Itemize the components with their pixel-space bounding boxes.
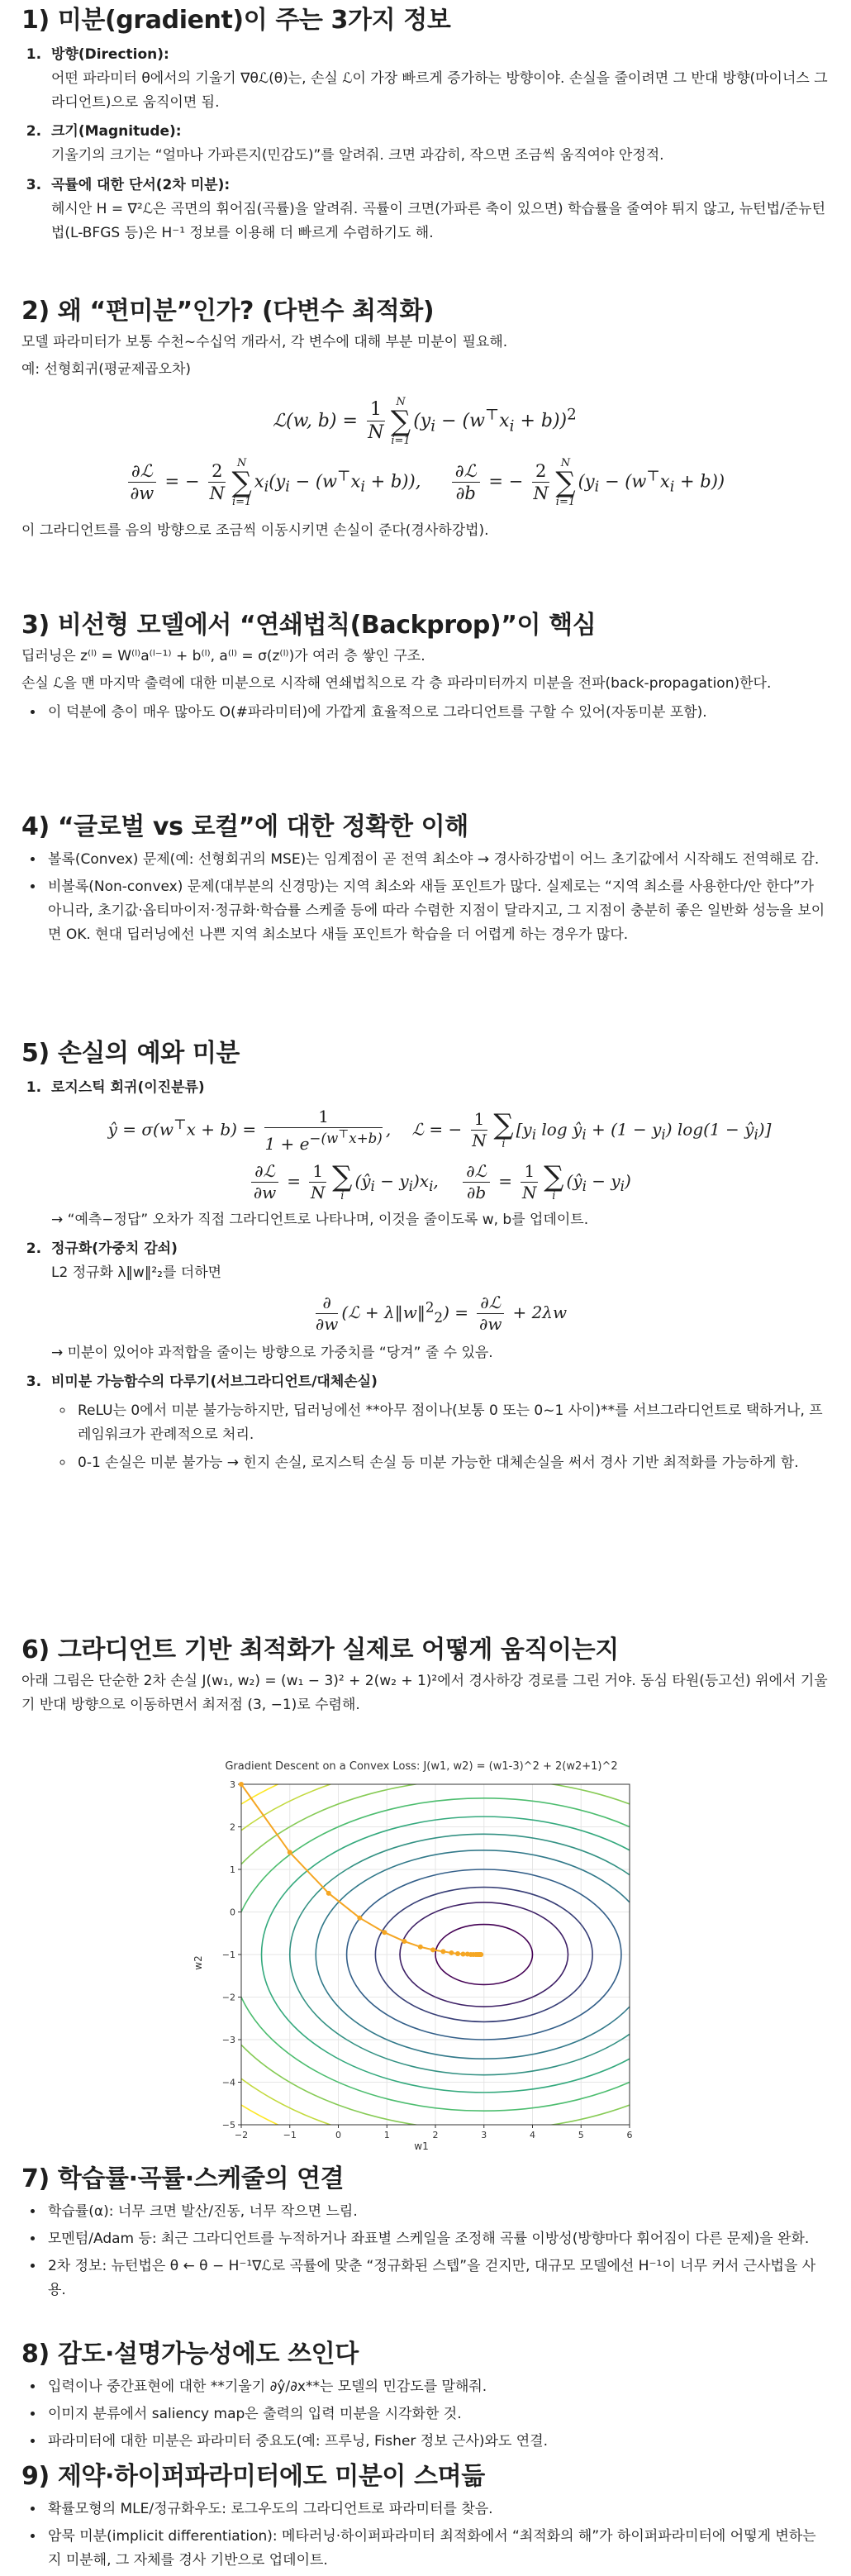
item-heading: 3. 곡률에 대한 단서(2차 미분): <box>51 176 231 193</box>
list-item: • 파라미터에 대한 미분은 파라미터 중요도(예: 프루닝, Fisher 정보 근사)와도 연결. <box>45 2430 828 2454</box>
list-item <box>46 1237 828 1365</box>
chart-title: Gradient Descent on a Convex Loss: J(w1, w2) = (w1-3)^2 + 2(w2+1)^2 <box>225 1760 618 1773</box>
section-5 <box>21 1038 828 1480</box>
descent-path-point <box>326 1891 331 1896</box>
x-tick-label: 2 <box>432 2130 439 2140</box>
section-2 <box>21 296 828 543</box>
section-3-title: 3) 비선형 모델에서 “연쇄법칙(Backprop)”이 핵심 <box>21 611 597 640</box>
list-item <box>46 43 828 116</box>
x-tick-label: 4 <box>530 2130 535 2140</box>
list-item: • 암묵 미분(implicit differentiation): 메타러닝·하이퍼파라미터 최적화에서 “최적화의 해”가 하이퍼파라미터에 어떻게 변하는지 미분해, 그 자체를 경사 기반으로 업데이트. <box>45 2525 828 2573</box>
section-8 <box>21 2339 828 2457</box>
y-tick-label: 0 <box>230 1907 235 1918</box>
x-tick-label: 5 <box>578 2130 584 2140</box>
list-item <box>46 174 828 246</box>
section-3-text-2: 손실 ℒ을 맨 마지막 출력에 대한 미분으로 시작해 연쇄법칙으로 각 층 파라미터까지 미분을 전파(back-propagation)한다. <box>21 674 772 692</box>
item-text: → 미분이 있어야 과적합을 줄이는 방향으로 가중치를 “당겨” 줄 수 있음. <box>51 1344 493 1361</box>
list-item: ◦ 0-1 손실은 미분 불가능 → 힌지 손실, 로지스틱 손실 등 미분 가능한 대체손실을 써서 경사 기반 최적화를 가능하게 함. <box>74 1451 828 1475</box>
section-6-text: 아래 그림은 단순한 2차 손실 J(w₁, w₂) = (w₁ − 3)² + 2(w₂ + 1)²에서 경사하강 경로를 그린 거야. 동심 타원(등고선) 위에서 기울기 반대 방향으로 이동하면서 최저점 (3, −1)로 수렴해. <box>21 1672 828 1713</box>
section-6 <box>21 1635 828 1717</box>
section-5-title: 5) 손실의 예와 미분 <box>21 1039 240 1068</box>
x-tick-label: 0 <box>335 2130 341 2140</box>
x-axis-label: w1 <box>414 2140 429 2152</box>
section-4-title: 4) “글로벌 vs 로컬”에 대한 정확한 이해 <box>21 812 468 841</box>
item-text: 어떤 파라미터 θ에서의 기울기 ∇θℒ(θ)는, 손실 ℒ이 가장 빠르게 증가하는 방향이야. 손실을 줄이려면 그 반대 방향(마이너스 그라디언트)으로 움직이면 됨. <box>51 69 828 111</box>
section-5-list <box>21 1076 828 1475</box>
section-1-list <box>21 43 828 246</box>
descent-path-point <box>239 1782 244 1787</box>
section-7 <box>21 2164 828 2306</box>
list-item: • 2차 정보: 뉴턴법은 θ ← θ − H⁻¹∇ℒ로 곡률에 맞춘 “정규화된 스텝”을 걷지만, 대규모 모델에선 H⁻¹이 너무 커서 근사법을 사용. <box>45 2255 828 2302</box>
logistic-loss-equation: ŷ = σ(w⊤x + b) = $\frac{1}{1 + e^{-(w^⊤x+b)}}$ , ℒ = − $\frac{1}{N}$ ∑ i [$y_i$ $\log ŷ_i + (1 - y_i) \log(1$ − $ŷ_i$)] <box>107 1106 772 1154</box>
x-tick-label: −2 <box>234 2130 249 2140</box>
list-item <box>46 1370 828 1475</box>
list-item: • 확률모형의 MLE/정규화우도: 로그우도의 그라디언트로 파라미터를 찾음. <box>45 2497 828 2521</box>
section-4 <box>21 812 828 950</box>
descent-path-point <box>449 1950 454 1955</box>
section-1-title: 1) 미분(gradient)이 주는 3가지 정보 <box>21 6 451 35</box>
section-8-title: 8) 감도·설명가능성에도 쓰인다 <box>21 2340 359 2369</box>
section-7-title: 7) 학습률·곡률·스케줄의 연결 <box>21 2164 345 2193</box>
item-heading: 3. 비미분 가능함수의 다루기(서브그라디언트/대체손실) <box>51 1373 378 1390</box>
logistic-gradient-equation: $\frac{\text{∂ℒ}}{\partial w}$ = $\frac{1}{N}$ ∑ i $(ŷ_i - y_i)x_i$, $\frac{\text{∂ℒ}}{\partial b}$ = $\frac{1}{N}$ ∑ i $(ŷ_i - y_i)$ <box>51 1161 828 1203</box>
section-3 <box>21 610 828 728</box>
l2-regularization-equation: $\frac{\partial}{\partial w}$ (ℒ + λ‖w‖$^2_2$) = $\frac{\text{∂ℒ}}{\partial w}$ + 2λw <box>315 1292 568 1334</box>
section-4-list <box>21 848 828 948</box>
list-item <box>46 120 828 168</box>
y-axis-label: w2 <box>193 1955 204 1970</box>
y-tick-label: −4 <box>221 2077 235 2088</box>
x-tick-label: 6 <box>626 2130 633 2140</box>
list-item: • 학습률(α): 너무 크면 발산/진동, 너무 작으면 느림. <box>45 2200 828 2224</box>
y-tick-label: 1 <box>230 1864 235 1875</box>
section-2-title: 2) 왜 “편미분”인가? (다변수 최적화) <box>21 297 435 326</box>
list-item: ◦ ReLU는 0에서 미분 불가능하지만, 딥러닝에선 **아무 점이나(보통 0 또는 0~1 사이)**를 서브그라디언트로 택하거나, 프레임워크가 관례적으로 처리. <box>74 1399 828 1447</box>
item-text: → “예측−정답” 오차가 직접 그라디언트로 나타나며, 이것을 줄이도록 w, b를 업데이트. <box>51 1211 589 1228</box>
section-2-text: 모델 파라미터가 보통 수천~수십억 개라서, 각 변수에 대해 부분 미분이 필요해. <box>21 333 508 350</box>
y-tick-label: 2 <box>230 1821 235 1833</box>
section-8-list <box>21 2375 828 2455</box>
subgradient-list <box>51 1399 828 1475</box>
list-item: • 볼록(Convex) 문제(예: 선형회귀의 MSE)는 임계점이 곧 전역 최소야 → 경사하강법이 어느 초기값에서 시작해도 전역해로 감. <box>45 848 828 872</box>
mse-loss-equation: ℒ(w, b) = $\frac{1}{N}$ N ∑ i=1 $(y_i - (w^⊤x_i + b))^2$ <box>273 395 577 447</box>
y-tick-label: 3 <box>230 1779 235 1790</box>
section-6-title: 6) 그라디언트 기반 최적화가 실제로 어떻게 움직이는지 <box>21 1636 619 1664</box>
mse-gradient-equation: $\frac{\text{∂ℒ}}{\partial w}$ = − $\frac{2}{N}$ N ∑ i=1 $x_i(y_i - (w^⊤x_i + b))$, $\frac{\text{∂ℒ}}{\partial b}$ = − $\frac{2}{N}$ N ∑ i=1 $(y_i - (w^⊤x_i + b))$ <box>21 458 828 507</box>
list-item: • 입력이나 중간표현에 대한 **기울기 ∂ŷ/∂x**는 모델의 민감도를 말해줘. <box>45 2375 828 2399</box>
item-text: 헤시안 H = ∇²ℒ은 곡면의 휘어짐(곡률)을 알려줘. 곡률이 크면(가파른 축이 있으면) 학습률을 줄여야 튀지 않고, 뉴턴법/준뉴턴법(L-BFGS 등)은 H⁻¹ 정보를 이용해 더 빠르게 수렴하기도 해. <box>51 200 825 242</box>
section-3-list <box>21 701 828 725</box>
descent-path-point <box>478 1952 483 1957</box>
y-tick-label: −2 <box>221 1992 235 2003</box>
descent-path-point <box>402 1939 406 1944</box>
descent-path-point <box>440 1949 445 1954</box>
descent-path-point <box>288 1850 292 1855</box>
section-9 <box>21 2461 828 2576</box>
gradient-descent-chart <box>190 1756 653 2153</box>
list-item: • 모멘텀/Adam 등: 최근 그라디언트를 누적하거나 좌표별 스케일을 조정해 곡률 이방성(방향마다 휘어짐이 다른 문제)을 완화. <box>45 2227 828 2251</box>
chart-svg <box>190 1756 653 2153</box>
descent-path-point <box>460 1951 465 1956</box>
section-2-conclusion: 이 그라디언트를 음의 방향으로 조금씩 이동시키면 손실이 준다(경사하강법). <box>21 521 489 539</box>
section-7-list <box>21 2200 828 2303</box>
descent-path-point <box>382 1930 387 1935</box>
list-item: • 비볼록(Non-convex) 문제(대부분의 신경망)는 지역 최소와 새들 포인트가 많다. 실제로는 “지역 최소를 사용한다/안 한다”가 아니라, 초기값·옵티마이저·정규화·학습률 스케줄 등에 따라 수렴한 지점이 달라지고, 그 지점이 충분히 좋은 일반화 성능을 보이면 OK. 현대 딥러닝에선 나쁜 지역 최소보다 새들 포인트가 학습을 더 어렵게 하는 경우가 많다. <box>45 875 828 948</box>
list-item: • 이 덕분에 층이 매우 많아도 O(#파라미터)에 가깝게 효율적으로 그라디언트를 구할 수 있어(자동미분 포함). <box>45 701 828 725</box>
item-heading: 1. 방향(Direction): <box>51 45 169 63</box>
list-item: • 이미지 분류에서 saliency map은 출력의 입력 미분을 시각화한 것. <box>45 2402 828 2426</box>
x-tick-label: −1 <box>283 2130 297 2140</box>
y-tick-label: −3 <box>221 2035 235 2045</box>
section-3-text-1: 딥러닝은 z⁽ˡ⁾ = W⁽ˡ⁾a⁽ˡ⁻¹⁾ + b⁽ˡ⁾, a⁽ˡ⁾ = σ(z⁽ˡ⁾)가 여러 층 쌓인 구조. <box>21 647 426 664</box>
section-9-title: 9) 제약·하이퍼파라미터에도 미분이 스며듦 <box>21 2462 485 2491</box>
y-tick-label: −5 <box>221 2120 235 2131</box>
item-heading: 2. 크기(Magnitude): <box>51 123 182 140</box>
item-text: 기울기의 크기는 “얼마나 가파른지(민감도)”를 알려줘. 크면 과감히, 작으면 조금씩 움직여야 안정적. <box>51 147 664 164</box>
item-heading: 1. 로지스틱 회귀(이진분류) <box>51 1078 205 1096</box>
descent-path-point <box>455 1951 460 1956</box>
y-tick-label: −1 <box>221 1950 235 1960</box>
item-heading: 2. 정규화(가중치 감쇠) <box>51 1240 178 1258</box>
descent-path-point <box>430 1947 435 1952</box>
list-item <box>46 1076 828 1233</box>
section-1 <box>21 5 828 250</box>
descent-path-point <box>418 1945 423 1950</box>
item-text: L2 정규화 λ‖w‖²₂를 더하면 <box>51 1264 222 1282</box>
section-2-example-label: 예: 선형회귀(평균제곱오차) <box>21 360 192 378</box>
section-9-list <box>21 2497 828 2574</box>
x-tick-label: 3 <box>481 2130 487 2140</box>
x-tick-label: 1 <box>383 2130 390 2140</box>
descent-path-point <box>357 1916 362 1921</box>
